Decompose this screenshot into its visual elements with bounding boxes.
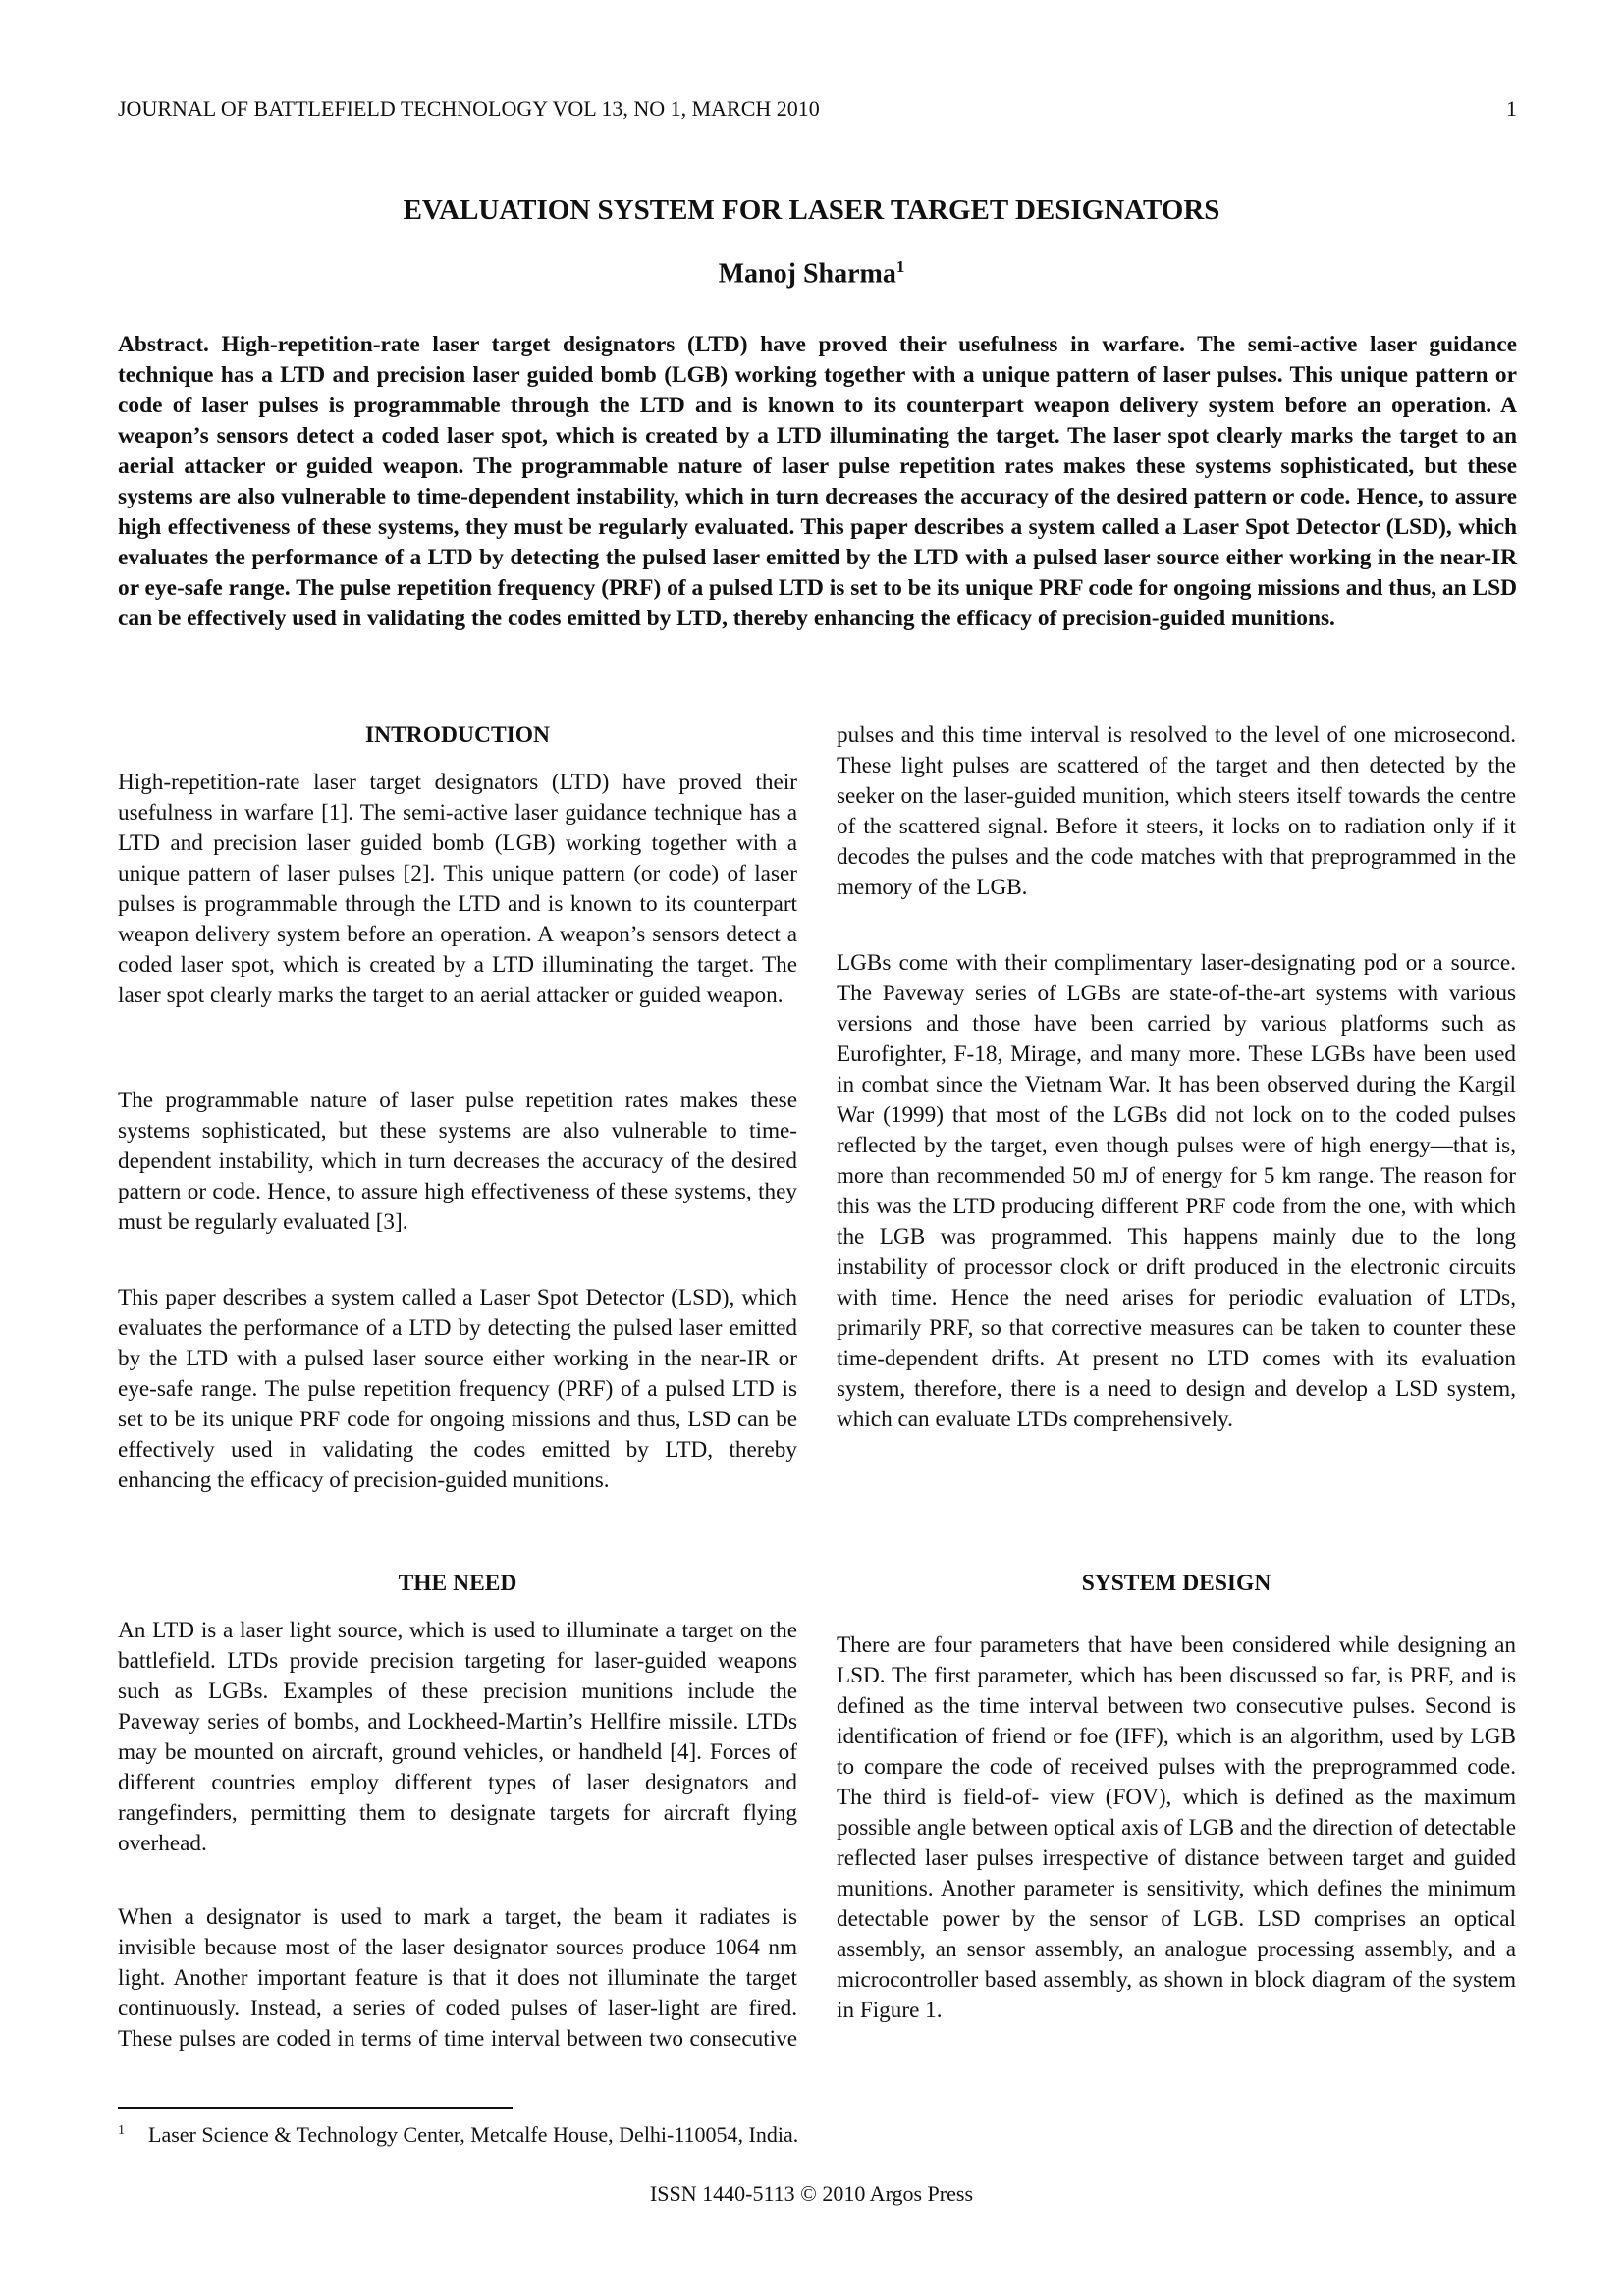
heading-system-design: SYSTEM DESIGN xyxy=(1081,1571,1271,1596)
footnote-divider xyxy=(118,2107,513,2109)
abstract: Abstract. High-repetition-rate laser target designators (LTD) have proved their usefulness in warfare. The semi-active laser guidance technique has a LTD and precision laser guided bomb (LGB) working together with a unique pattern of laser pulses. This unique pattern or code of laser pulses is programmable through the LTD and is known to its counterpart weapon delivery system before an operation. A weapon’s sensors detect a coded laser spot, which is created by a LTD illuminating the target. The laser spot clearly marks the target to an aerial attacker or guided weapon. The programmable nature of laser pulse repetition rates makes these systems sophisticated, but these systems are also vulnerable to time-dependent instability, which in turn decreases the accuracy of the desired pattern or code. Hence, to assure high effectiveness of these systems, they must be regularly evaluated. This paper describes a system called a Laser Spot Detector (LSD), which evaluates the performance of a LTD by detecting the pulsed laser emitted by the LTD with a pulsed laser source either working in the near-IR or eye-safe range. The pulse repetition frequency (PRF) of a pulsed LTD is set to be its unique PRF code for ongoing missions and thus, an LSD can be effectively used in validating the codes emitted by LTD, thereby enhancing the efficacy of precision-guided munitions. xyxy=(118,332,1517,631)
footnote-text: Laser Science & Technology Center, Metcalfe House, Delhi-110054, India. xyxy=(148,2122,799,2147)
running-header xyxy=(118,96,1517,122)
footnote xyxy=(118,2122,798,2148)
footnote-mark: 1 xyxy=(118,2122,125,2138)
paragraph: There are four parameters that have been considered while designing an LSD. The first parameter, which has been discussed so far, is PRF, and is defined as the time interval between two consecutive pulses. Second is identification of friend or foe (IFF), which is an algorithm, used by LGB to compare the code of received pulses with the preprogrammed code. The third is field-of- view (FOV), which is defined as the maximum possible angle between optical axis of LGB and the direction of detectable reflected laser pulses irrespective of distance between target and guided munitions. Another parameter is sensitivity, which defines the minimum detectable power by the sensor of LGB. LSD comprises an optical assembly, an sensor assembly, an analogue processing assembly, and a microcontroller based assembly, as shown in block diagram of the system in Figure 1. xyxy=(837,1632,1516,2023)
paragraph: LGBs come with their complimentary laser-designating pod or a source. The Paveway series of LGBs are state-of-the-art systems with various versions and those have been carried by various platforms such as Eurofighter, F-18, Mirage, and many more. These LGBs have been used in combat since the Vietnam War. It has been observed during the Kargil War (1999) that most of the LGBs did not lock on to the coded pulses reflected by the target, even though pulses were of high energy—that is, more than recommended 50 mJ of energy for 5 km range. The reason for this was the LTD producing different PRF code from the one, with which the LGB was programmed. This happens mainly due to the long instability of processor clock or drift produced in the electronic circuits with time. Hence the need arises for periodic evaluation of LTDs, primarily PRF, so that corrective measures can be taken to counter these time-dependent drifts. At present no LTD comes with its evaluation system, therefore, there is a need to design and develop a LSD system, which can evaluate LTDs comprehensively. xyxy=(837,950,1516,1432)
paragraph: High-repetition-rate laser target designators (LTD) have proved their usefulness in warfare [1]. The semi-active laser guidance technique has a LTD and precision laser guided bomb (LGB) working together with a unique pattern of laser pulses [2]. This unique pattern (or code) of laser pulses is programmable through the LTD and is known to its counterpart weapon delivery system before an operation. A weapon’s sensors detect a coded laser spot, which is created by a LTD illuminating the target. The laser spot clearly marks the target to an aerial attacker or guided weapon. xyxy=(118,770,797,1008)
heading-the-need: THE NEED xyxy=(398,1571,517,1596)
paragraph: An LTD is a laser light source, which is used to illuminate a target on the battlefield. LTDs provide precision targeting for laser-guided weapons such as LGBs. Examples of these precision munitions include the Paveway series of bombs, and Lockheed-Martin’s Hellfire missile. LTDs may be mounted on aircraft, ground vehicles, or handheld [4]. Forces of different countries employ different types of laser designators and rangefinders, permitting them to designate targets for aircraft flying overhead. xyxy=(118,1618,797,1856)
author-name: Manoj Sharma xyxy=(718,258,896,290)
paper-title: EVALUATION SYSTEM FOR LASER TARGET DESIGNATORS xyxy=(403,194,1220,226)
author-footnote-mark: 1 xyxy=(895,257,905,276)
page-footer: ISSN 1440-5113 © 2010 Argos Press xyxy=(649,2181,974,2206)
journal-name: JOURNAL OF BATTLEFIELD TECHNOLOGY VOL 13, NO 1, MARCH 2010 xyxy=(118,96,820,121)
paragraph: This paper describes a system called a Laser Spot Detector (LSD), which evaluates the performance of a LTD by detecting the pulsed laser emitted by the LTD with a pulsed laser source either working in the near-IR or eye-safe range. The pulse repetition frequency (PRF) of a pulsed LTD is set to be its unique PRF code for ongoing missions and thus, LSD can be effectively used in validating the codes emitted by LTD, thereby enhancing the efficacy of precision-guided munitions. xyxy=(118,1285,797,1493)
paragraph: pulses and this time interval is resolved to the level of one microsecond. These light pulses are scattered of the target and then detected by the seeker on the laser-guided munition, which steers itself towards the centre of the scattered signal. Before it steers, it locks on to radiation only if it decodes the pulses and the code matches with that preprogrammed in the memory of the LGB. xyxy=(837,722,1516,900)
page-number: 1 xyxy=(1506,96,1517,121)
paragraph: When a designator is used to mark a target, the beam it radiates is invisible because most of the laser designator sources produce 1064 nm light. Another important feature is that it does not illuminate the target continuously. Instead, a series of coded pulses of laser-light are fired. These pulses are coded in terms of time interval between two consecutive xyxy=(118,1904,797,2052)
heading-introduction: INTRODUCTION xyxy=(364,722,551,748)
paragraph: The programmable nature of laser pulse repetition rates makes these systems sophisticated, but these systems are also vulnerable to time-dependent instability, which in turn decreases the accuracy of the desired pattern or code. Hence, to assure high effectiveness of these systems, they must be regularly evaluated [3]. xyxy=(118,1088,797,1235)
author xyxy=(0,257,1623,290)
